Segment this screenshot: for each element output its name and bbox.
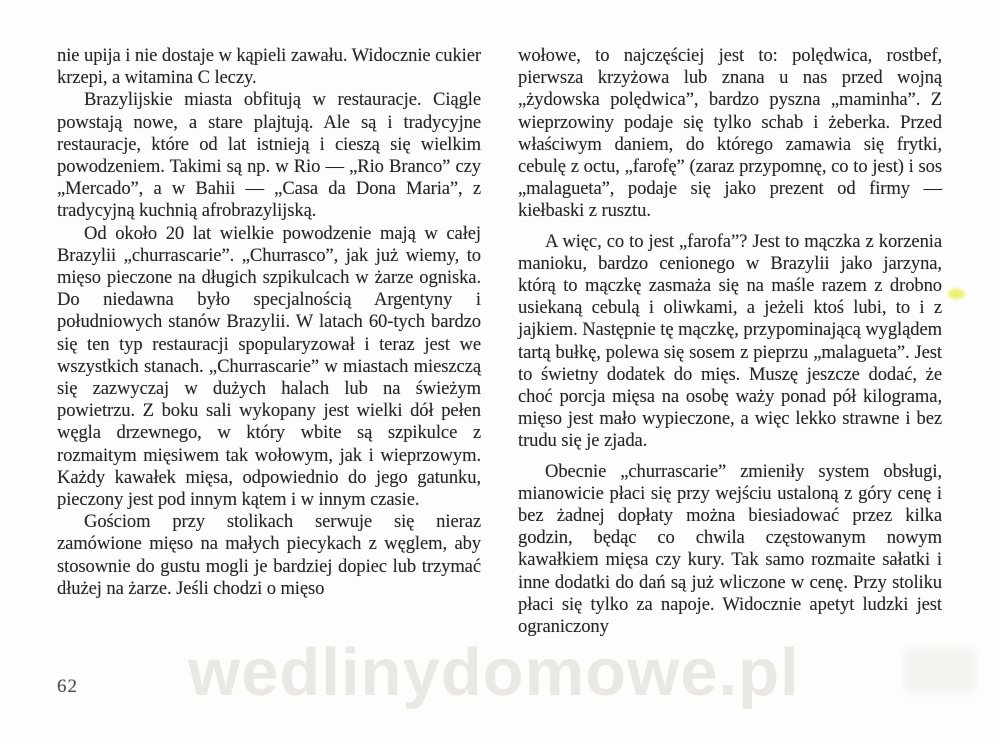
right-paragraph-farofa: A więc, co to jest „farofa”? Jest to mączka z korzenia manioku, bardzo cenionego w Brazylii jako jarzyna, którą to mączkę zasmaża się na maśle razem z drobno usiekaną cebulą i oliwkami, a jeżeli ktoś lubi, to i z jajkiem. Następnie tę mączkę, przypominającą wyglądem tartą bułkę, polewa się sosem z pieprzu „malagueta”. Jest to świetny dodatek do mięs. Muszę jeszcze dodać, że choć porcja mięsa na osobę waży ponad pół kilograma, mięso jest mało wypieczone, a więc lekko strawne i bez trudu się je zjada. bbox=[518, 230, 942, 452]
yellow-highlight-mark bbox=[948, 289, 965, 299]
watermark-text: wedlinydomowe.pl bbox=[188, 635, 800, 710]
left-paragraph-guests: Gościom przy stolikach serwuje się nieraz zamówione mięso na małych piecykach z węglem, aby stosownie do gustu mogli je bardziej dopiec lub trzymać dłużej na żarze. Jeśli chodzi o mięso bbox=[57, 511, 481, 599]
right-paragraph-service-system: Obecnie „churrascarie” zmieniły system obsługi, mianowicie płaci się przy wejściu ustaloną z góry cenę i bez żadnej dopłaty można biesiadować przez kilka godzin, będąc co chwila częstowanym nowym kawałkiem mięsa czy kury. Tak samo rozmaite sałatki i inne dodatki do dań są już wliczone w cenę. Przy stoliku płaci się tylko za napoje. Widocznie apetyt ludzki jest ograniczony bbox=[518, 460, 942, 638]
right-paragraph-meats: wołowe, to najczęściej jest to: polędwica, rostbef, pierwsza krzyżowa lub znana u nas przed wojną „żydowska polędwica”, bardzo pyszna „maminha”. Z wieprzowiny podaje się tylko schab i żeberka. Przed właściwym daniem, do którego zamawia się frytki, cebulę z octu, „farofę” (zaraz przypomnę, co to jest) i sos „malagueta”, podaje się jako prezent od firmy — kiełbaski z rusztu. bbox=[518, 45, 942, 222]
page-number: 62 bbox=[57, 676, 78, 697]
right-page-text-column bbox=[518, 45, 942, 638]
left-paragraph-restaurants: Brazylijskie miasta obfitują w restauracje. Ciągle powstają nowe, a stare plajtują. Ale są i tradycyjne restauracje, które od lat istnieją i cieszą się wielkim powodzeniem. Takimi są np. w Rio — „Rio Branco” czy „Mercado”, a w Bahii — „Casa da Dona Maria”, z tradycyjną kuchnią afrobrazylijską. bbox=[57, 89, 481, 222]
scan-smudge bbox=[905, 650, 975, 692]
left-paragraph-continuation: nie upija i nie dostaje w kąpieli zawału. Widocznie cukier krzepi, a witamina C leczy. bbox=[57, 45, 481, 89]
left-page-text-column bbox=[57, 45, 481, 600]
left-paragraph-churrascarie: Od około 20 lat wielkie powodzenie mają w całej Brazylii „churrascarie”. „Churrasco”, jak już wiemy, to mięso pieczone na długich szpikulcach w żarze ogniska. Do niedawna było specjalnością Argentyny i południowych stanów Brazylii. W latach 60-tych bardzo się ten typ restauracji spopularyzował i teraz jest we wszystkich stanach. „Churrascarie” w miastach mieszczą się zazwyczaj w dużych halach lub na świeżym powietrzu. Z boku sali wykopany jest wielki dół pełen węgla drzewnego, w który wbite są szpikulce z rozmaitym mięsiwem tak wołowym, jak i wieprzowym. Każdy kawałek mięsa, odpowiednio do jego gatunku, pieczony jest pod innym kątem i w innym czasie. bbox=[57, 222, 481, 511]
